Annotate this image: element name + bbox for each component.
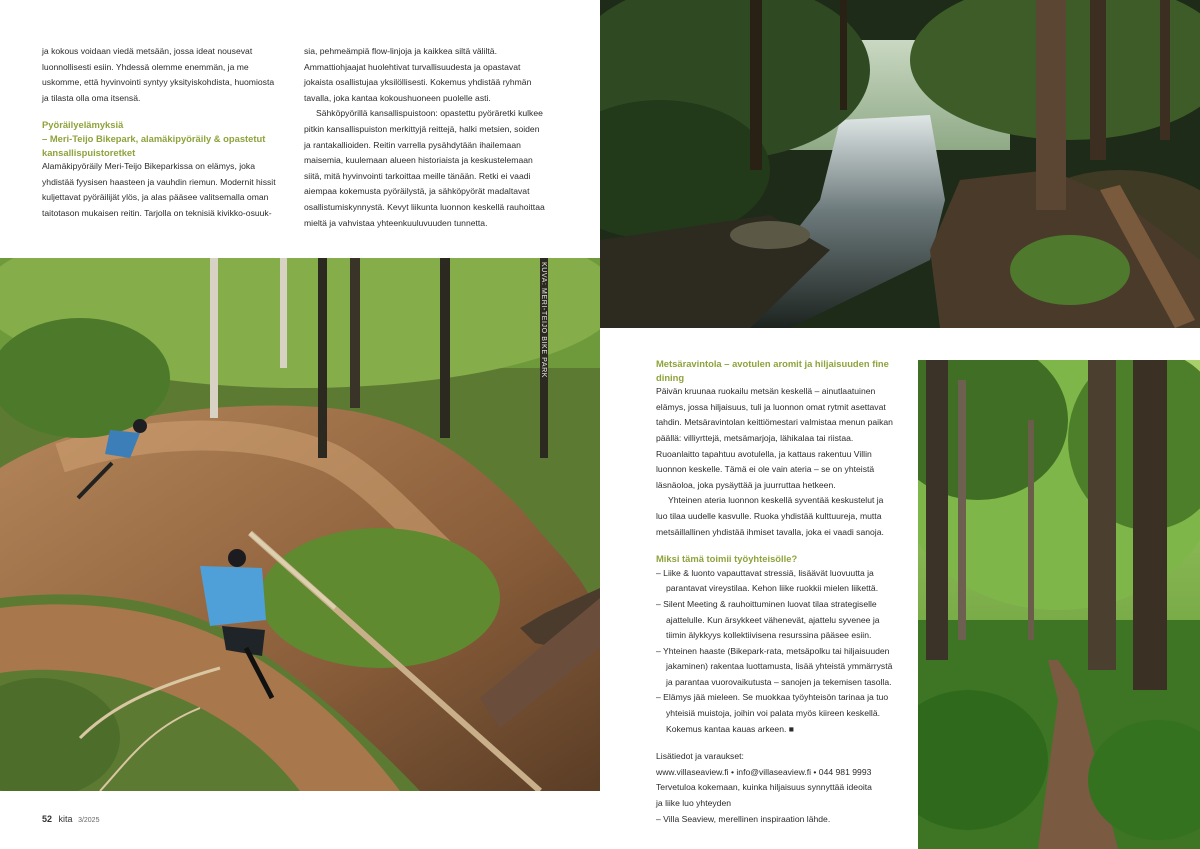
paragraph: Yhteinen ateria luonnon keskellä syventää keskustelut ja luo tilaa uudelle kasvulle. Ruoka yhdistää kulttuureja, mutta metsäillallinen yhdistää ihmiset tavalla, joka ei vaadi sanoja. <box>656 495 884 537</box>
issue-number: 3/2025 <box>78 817 100 824</box>
list-item: – Liike & luonto vapauttavat stressiä, lisäävät luovuutta ja parantavat vireystilaa. Kehon liike ruokkii mielen liikettä. <box>656 567 879 594</box>
article-column-1 <box>42 44 282 222</box>
article-column-3 <box>656 357 896 827</box>
contact-line: Lisätiedot ja varaukset: <box>656 751 744 762</box>
section-subheading: – Meri-Teijo Bikepark, alamäkipyöräily & opastetut kansallispuistoretket <box>42 132 266 158</box>
paragraph: Päivän kruunaa ruokailu metsän keskellä – ainutlaatuinen elämys, jossa hiljaisuus, tuli ja luonnon omat rytmit asettavat tahdin. Metsäravintolan keittiömestari valmistaa menun paikan päällä: villiyrttejä, metsämarjoja, lähikalaa tai riistaa. Ruoanlaitto tapahtuu avotulella, ja kattaus rakentuu Villin luonnon keskelle. Tämä ei ole vain ateria – se on yhteistä läsnäoloa, joka pysäyttää ja juurruttaa hetkeen. <box>656 386 893 490</box>
paragraph: Alamäkipyöräily Meri-Teijo Bikeparkissa on elämys, joka yhdistää fyysisen haasteen ja vauhdin riemun. Modernit hissit kuljettavat pyöräilijät ylös, ja alas pääsee valitsemalla oman taitotason mukaisen reitin. Tarjolla on teknisiä kivikko-osuuk- <box>42 161 276 218</box>
page-folio <box>42 814 99 824</box>
forest-path-photo <box>918 360 1200 849</box>
paragraph: ja kokous voidaan viedä metsään, jossa ideat nousevat luonnollisesti esiin. Yhdessä olemme enemmän, ja me uskomme, että hyvinvointi syntyy yksityiskohdista, huomiosta ja tilasta olla oma itsensä. <box>42 46 275 103</box>
section-heading: Metsäravintola – avotulen aromit ja hiljaisuuden fine dining <box>656 358 889 383</box>
contact-line: Tervetuloa kokemaan, kuinka hiljaisuus synnyttää ideoita <box>656 782 872 793</box>
contact-info <box>656 749 896 827</box>
list-item: – Elämys jää mieleen. Se muokkaa työyhteisön tarinaa ja tuo yhteisiä muistoja, joihin voi palata myös kiireen keskellä. Kokemus kantaa kauas arkeen. ■ <box>656 692 889 734</box>
contact-line: – Villa Seaview, merellinen inspiraation lähde. <box>656 813 831 824</box>
list-item: – Silent Meeting & rauhoittuminen luovat tilaa strategiselle ajattelulle. Kun ärsykkeet vähenevät, ajattelu syvenee ja tiimin älykkyys kollektiivisena resurssina pääsee esiin. <box>656 598 880 641</box>
paragraph: sia, pehmeämpiä flow-linjoja ja kaikkea siltä väliltä. Ammattiohjaajat huolehtivat turvallisuudesta ja opastavat jokaista osallistujaa yksilöllisesti. Kokemus yhdistää ryhmän tavalla, joka kantaa kokoushuoneen puolelle asti. <box>304 46 532 103</box>
list-item: – Yhteinen haaste (Bikepark-rata, metsäpolku tai hiljaisuuden jakaminen) rakentaa luottamusta, lisää yhteistä ymmärrystä ja parantaa vuorovaikutusta – sanojen ja tekemisen tasolla. <box>656 645 893 687</box>
article-column-2 <box>304 44 546 231</box>
section-heading: Pyöräilyelämyksiä <box>42 119 124 131</box>
contact-line: www.villaseaview.fi • info@villaseaview.fi • 044 981 9993 <box>656 766 872 777</box>
paragraph: Sähköpyörillä kansallispuistoon: opastettu pyöräretki kulkee pitkin kansallispuiston merkittyjä reittejä, halki metsien, soiden ja rantakallioiden. Reitin varrella pysähdytään ihailemaan maisemia, kuulemaan alueen historiaista ja keskustelemaan siitä, mitä hyvinvointi tarkoittaa meille tänään. Retki ei vaadi aiempaa kokemusta pyöräilystä, ja sähköpyörät madaltavat osallistumiskynnystä. Kevyt liikunta luonnon keskellä rauhoittaa mieltä ja vahvistaa yhteenkuuluvuuden tunnetta. <box>304 108 545 228</box>
section-heading: Miksi tämä toimii työyhteisölle? <box>656 553 798 565</box>
bikepark-photo <box>0 258 600 791</box>
bullet-list <box>656 566 896 738</box>
magazine-name: kita <box>58 814 73 824</box>
contact-line: ja liike luo yhteyden <box>656 798 732 809</box>
river-photo <box>600 0 1200 328</box>
page-number: 52 <box>42 814 53 824</box>
photo-credit: KUVA: MERI-TEIJO BIKE PARK <box>540 262 547 379</box>
